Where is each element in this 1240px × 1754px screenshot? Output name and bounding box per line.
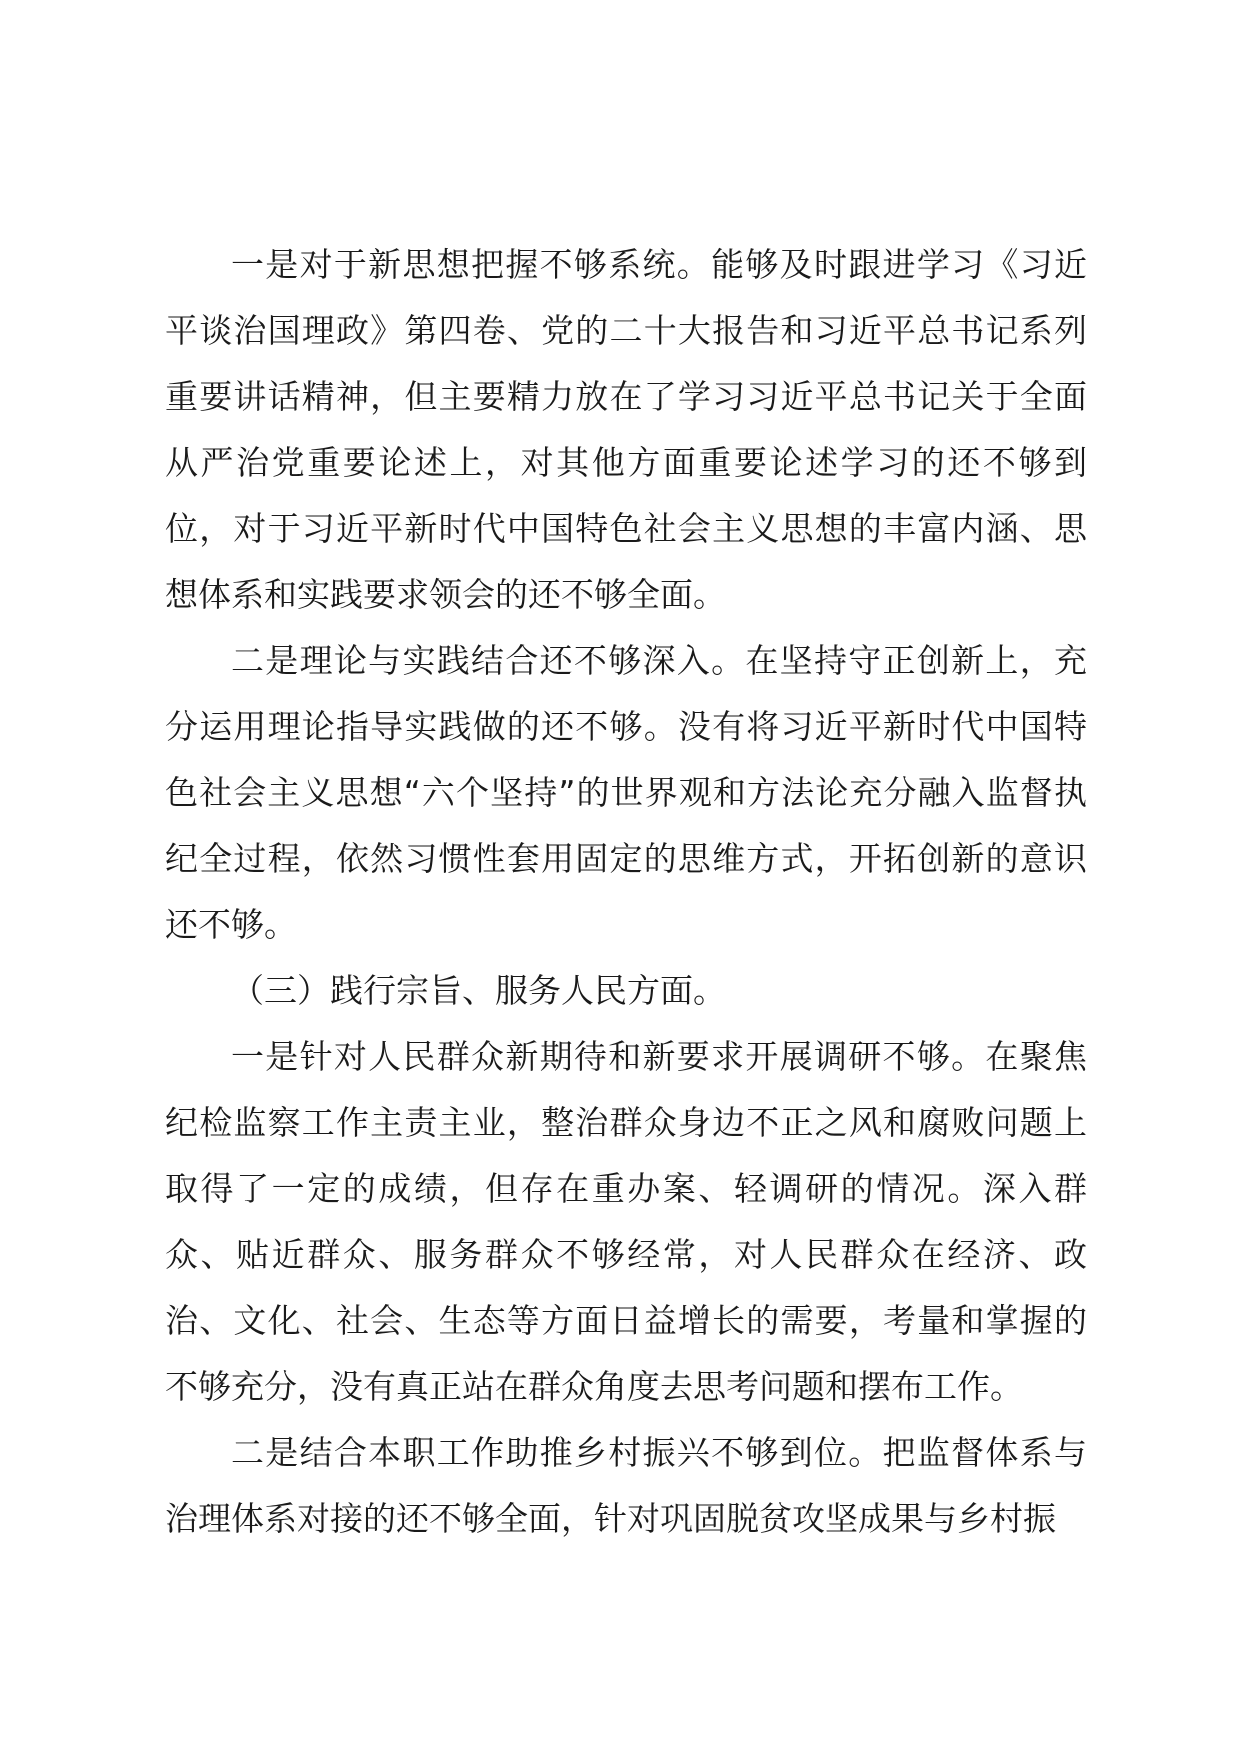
- paragraph-1: 一是对于新思想把握不够系统。能够及时跟进学习《习近平谈治国理政》第四卷、党的二十大报告和习近平总书记系列重要讲话精神，但主要精力放在了学习习近平总书记关于全面从严治党重要论述上，对其他方面重要论述学习的还不够到位，对于习近平新时代中国特色社会主义思想的丰富内涵、思想体系和实践要求领会的还不够全面。: [165, 245, 1087, 614]
- section-heading-3: （三）践行宗旨、服务人民方面。: [231, 971, 726, 1010]
- document-body: [165, 232, 1087, 1552]
- paragraph-3: 一是针对人民群众新期待和新要求开展调研不够。在聚焦纪检监察工作主责主业，整治群众身边不正之风和腐败问题上取得了一定的成绩，但存在重办案、轻调研的情况。深入群众、贴近群众、服务群众不够经常，对人民群众在经济、政治、文化、社会、生态等方面日益增长的需要，考量和掌握的不够充分，没有真正站在群众角度去思考问题和摆布工作。: [165, 1037, 1087, 1406]
- paragraph-4: 二是结合本职工作助推乡村振兴不够到位。把监督体系与治理体系对接的还不够全面，针对巩固脱贫攻坚成果与乡村振: [165, 1433, 1087, 1538]
- paragraph-2: 二是理论与实践结合还不够深入。在坚持守正创新上，充分运用理论指导实践做的还不够。没有将习近平新时代中国特色社会主义思想“六个坚持”的世界观和方法论充分融入监督执纪全过程，依然习惯性套用固定的思维方式，开拓创新的意识还不够。: [165, 641, 1087, 944]
